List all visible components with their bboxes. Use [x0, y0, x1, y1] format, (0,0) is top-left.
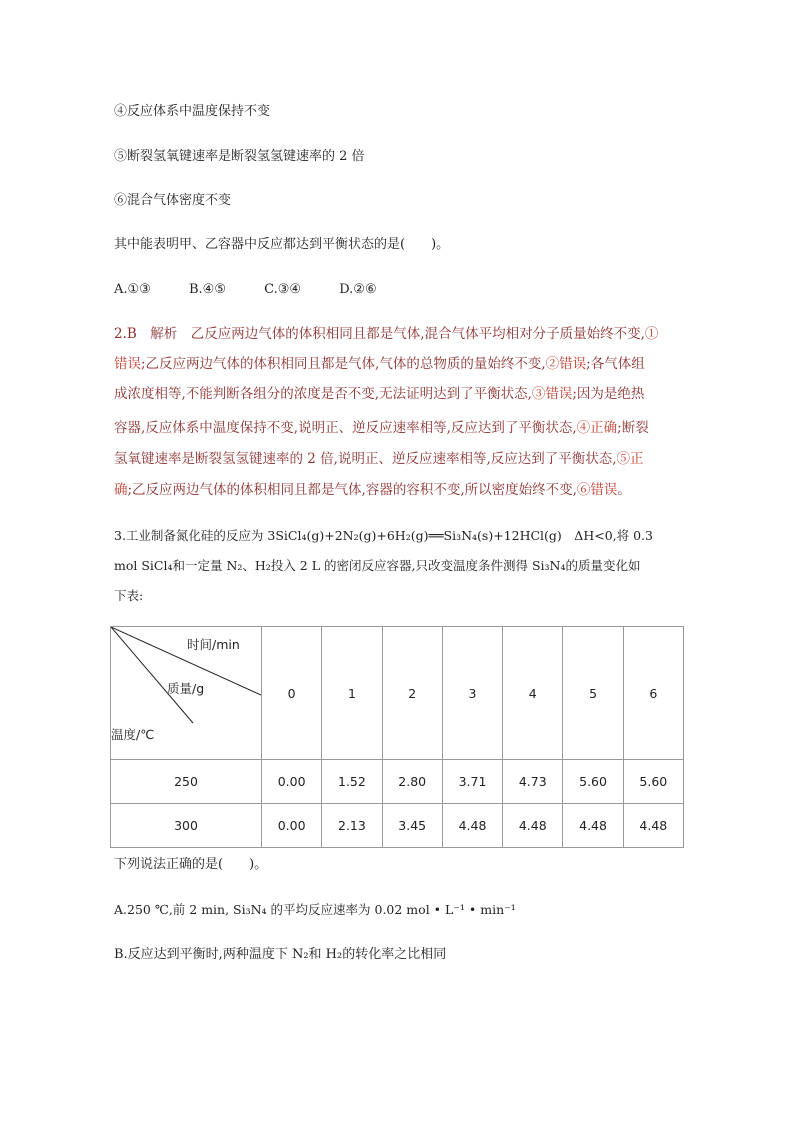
q3-option-a: A.250 ℃,前 2 min, Si₃N₄ 的平均反应速率为 0.02 mol • L⁻¹ • min⁻¹	[114, 902, 516, 917]
answer-text: ;因为是绝热	[572, 386, 645, 402]
header-time: 时间/min	[187, 637, 240, 652]
answer-mark: ②错误	[545, 356, 587, 372]
value-cell: 5.60	[623, 760, 683, 804]
temp-cell: 300	[111, 804, 262, 848]
answer-text: 容器,反应体系中温度保持不变,说明正、逆反应速率相等,反应达到了平衡状态,	[114, 420, 577, 436]
answer-text: 成浓度相等,不能判断各组分的浓度是否不变,无法证明达到了平衡状态,	[114, 386, 532, 402]
answer-mark: ①	[644, 326, 659, 342]
table-row	[111, 760, 684, 804]
time-header: 0	[262, 627, 322, 760]
answer-mark: ⑥错误	[576, 482, 618, 498]
question-text: 其中能表明甲、乙容器中反应都达到平衡状态的是( )。	[114, 237, 450, 252]
item-4: ④反应体系中温度保持不变	[114, 104, 271, 119]
time-header: 4	[503, 627, 563, 760]
time-header: 6	[623, 627, 683, 760]
q3-option-b: B.反应达到平衡时,两种温度下 N₂和 H₂的转化率之比相同	[114, 947, 447, 962]
value-cell: 4.48	[623, 804, 683, 848]
option-a: A.①③	[114, 282, 151, 297]
answer-mark: ③错误	[531, 386, 573, 402]
value-cell: 1.52	[322, 760, 382, 804]
value-cell: 4.48	[563, 804, 623, 848]
value-cell: 3.45	[382, 804, 442, 848]
answer-text: ;乙反应两边气体的体积相同且都是气体,气体的总物质的量始终不变,	[141, 356, 546, 372]
value-cell: 2.13	[322, 804, 382, 848]
table-row	[111, 804, 684, 848]
answer-text: 。	[617, 482, 631, 498]
q3-line-1: 3.工业制备氮化硅的反应为 3SiCl₄(g)+2N₂(g)+6H₂(g)══Si₃N₄(s)+12HCl(g) ΔH<0,将 0.3	[114, 528, 653, 543]
value-cell: 4.48	[442, 804, 502, 848]
value-cell: 4.48	[503, 804, 563, 848]
value-cell: 3.71	[442, 760, 502, 804]
answer-text: ;断裂	[617, 420, 649, 436]
table-header-row	[111, 627, 684, 760]
options	[114, 280, 411, 300]
value-cell: 2.80	[382, 760, 442, 804]
q3-prompt: 下列说法正确的是( )。	[114, 857, 268, 872]
data-table	[110, 626, 684, 848]
diagonal-header-cell	[111, 627, 262, 760]
value-cell: 0.00	[262, 760, 322, 804]
option-d: D.②⑥	[339, 282, 377, 297]
value-cell: 5.60	[563, 760, 623, 804]
header-mass: 质量/g	[167, 681, 205, 696]
item-6: ⑥混合气体密度不变	[114, 193, 232, 208]
time-header: 1	[322, 627, 382, 760]
header-temp: 温度/℃	[111, 727, 155, 742]
item-5: ⑤断裂氢氧键速率是断裂氢氢键速率的 2 倍	[114, 149, 365, 164]
time-header: 2	[382, 627, 442, 760]
value-cell: 0.00	[262, 804, 322, 848]
answer-mark: ⑤正	[616, 451, 644, 467]
value-cell: 4.73	[503, 760, 563, 804]
answer-text: 2.B 解析 乙反应两边气体的体积相同且都是气体,混合气体平均相对分子质量始终不变,	[114, 326, 645, 342]
answer-mark: 确	[114, 482, 128, 498]
answer-text: ;各气体组	[586, 356, 645, 372]
answer-mark: ④正确	[576, 420, 618, 436]
time-header: 5	[563, 627, 623, 760]
answer-mark: 错误	[114, 356, 141, 372]
answer-text: ;乙反应两边气体的体积相同且都是气体,容器的容积不变,所以密度始终不变,	[127, 482, 577, 498]
option-b: B.④⑤	[188, 282, 226, 297]
answer-text: 氢氧键速率是断裂氢氢键速率的 2 倍,说明正、逆反应速率相等,反应达到了平衡状态,	[114, 451, 617, 467]
q3-line-2: mol SiCl₄和一定量 N₂、H₂投入 2 L 的密闭反应容器,只改变温度条件测得 Si₃N₄的质量变化如	[114, 558, 641, 573]
time-header: 3	[442, 627, 502, 760]
option-c: C.③④	[264, 282, 302, 297]
temp-cell: 250	[111, 760, 262, 804]
q3-line-3: 下表:	[114, 588, 144, 603]
